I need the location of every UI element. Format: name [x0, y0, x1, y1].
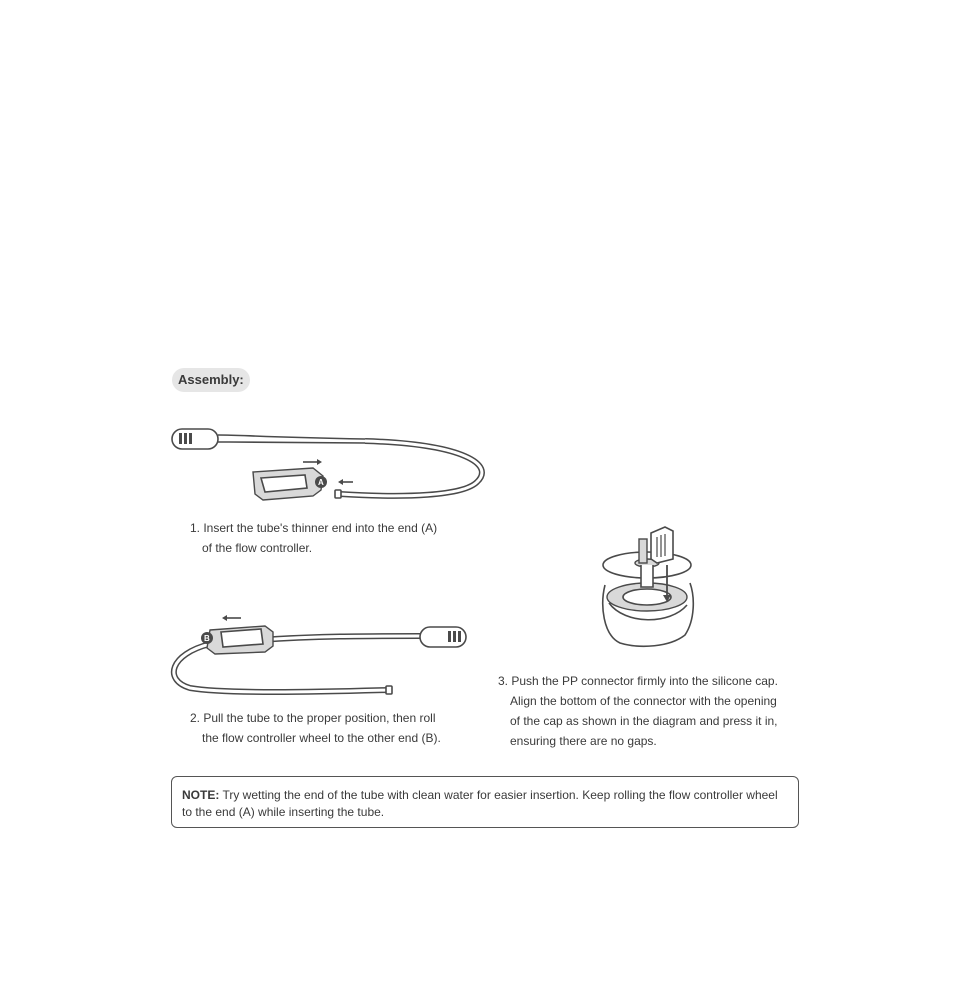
- step-3-line-4: ensuring there are no gaps.: [510, 734, 657, 748]
- step-3-line-1: 3. Push the PP connector firmly into the silicone cap.: [498, 674, 778, 688]
- step-1-line-2: of the flow controller.: [202, 541, 313, 555]
- step1-illustration: [165, 420, 495, 515]
- flow-controller-icon: [201, 626, 273, 654]
- step-2-line-1: 2. Pull the tube to the proper position, then roll: [190, 711, 436, 725]
- step-1-text: [190, 518, 437, 558]
- step3-illustration: [595, 525, 705, 655]
- note-label: NOTE:: [182, 788, 220, 802]
- tube-mouthpiece-icon: [172, 429, 365, 449]
- step2-illustration: [165, 610, 475, 700]
- step-3-line-3: of the cap as shown in the diagram and press it in,: [510, 714, 778, 728]
- step-3-text: [498, 671, 778, 751]
- tube-mouthpiece-icon: [420, 627, 466, 647]
- step-1-line-1: 1. Insert the tube's thinner end into the end (A): [190, 521, 438, 535]
- arrow-icon: [222, 615, 241, 621]
- silicone-cap-icon: [603, 583, 693, 646]
- pp-connector-icon: [603, 527, 691, 587]
- step-2-line-2: the flow controller wheel to the other end (B).: [202, 731, 441, 745]
- flow-controller-icon: [253, 468, 327, 500]
- note-text: Try wetting the end of the tube with clean water for easier insertion. Keep rolling the flow controller wheel to the end (A) while inserting the tube.: [182, 788, 778, 819]
- section-title: Assembly:: [172, 368, 250, 392]
- step-3-line-2: Align the bottom of the connector with the opening: [510, 694, 777, 708]
- note-box: [171, 776, 799, 828]
- end-b-label: B: [204, 634, 210, 643]
- step-2-text: [190, 708, 441, 748]
- end-a-label: A: [318, 478, 324, 487]
